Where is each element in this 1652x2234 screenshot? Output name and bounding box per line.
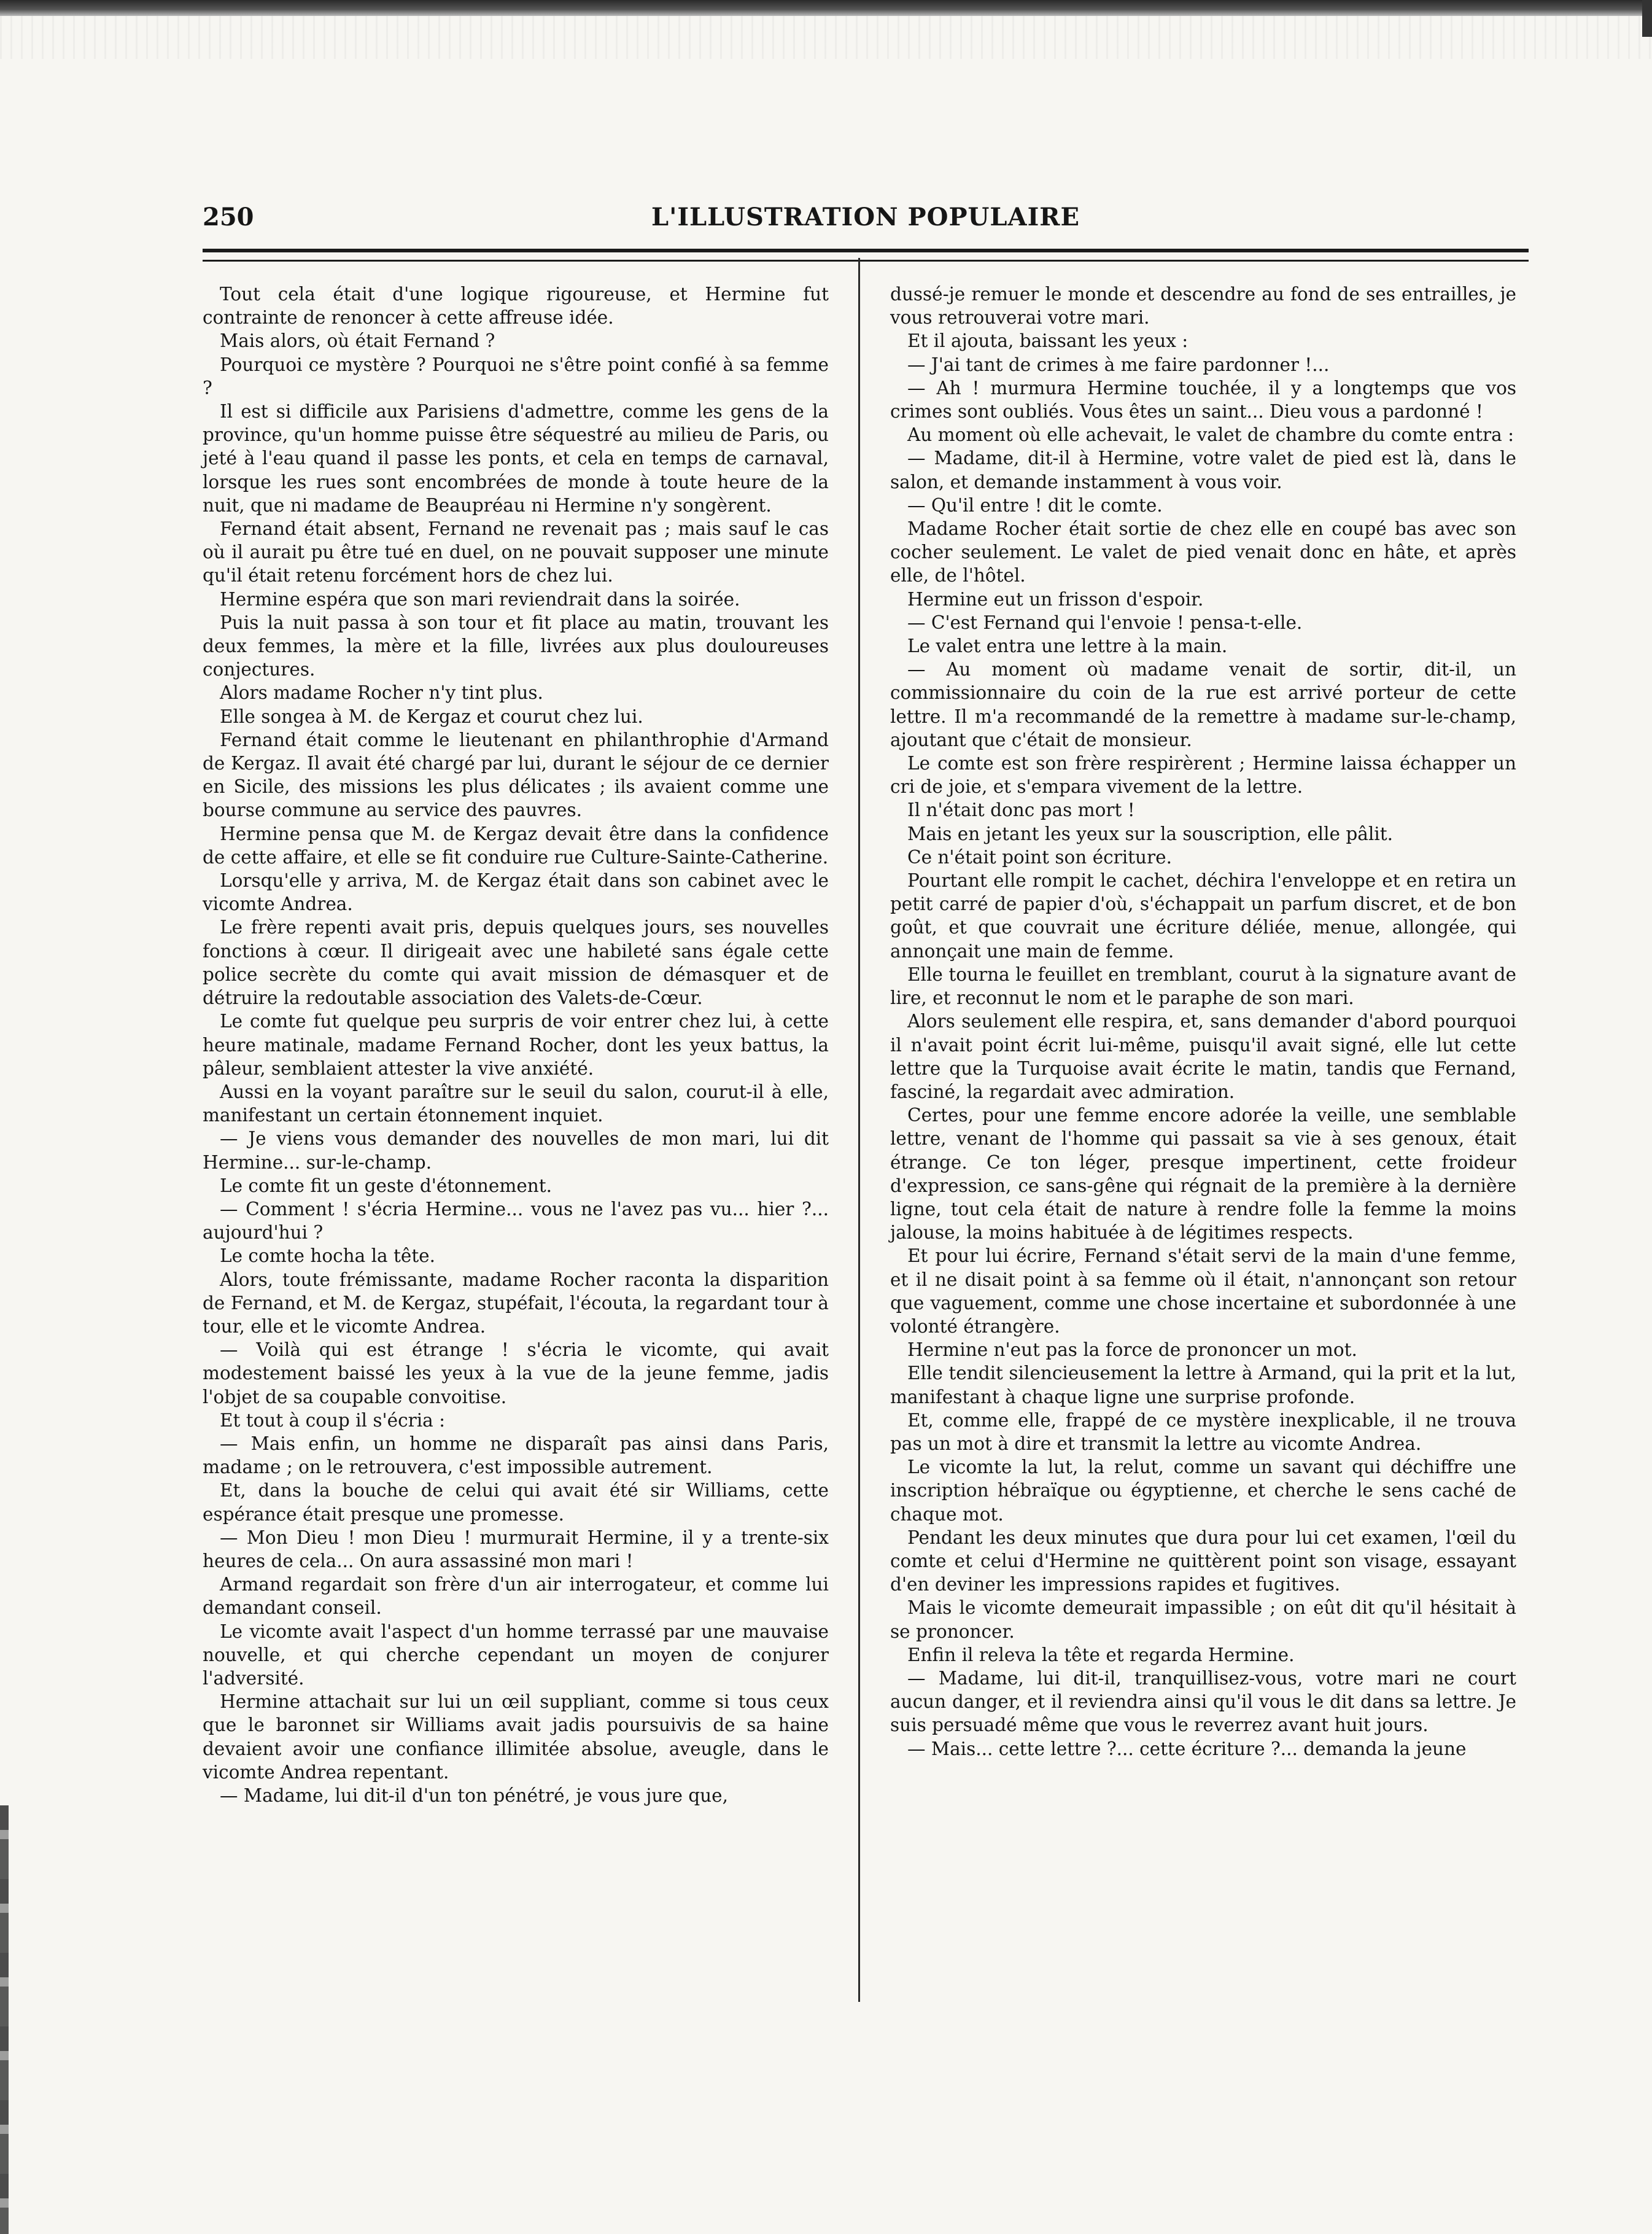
paragraph: — J'ai tant de crimes à me faire pardonner !...: [907, 354, 1330, 375]
paragraph: — Mais enfin, un homme ne disparaît pas ainsi dans Paris, madame ; on le retrouvera, c'est impossible autrement.: [203, 1433, 829, 1478]
paragraph: dussé-je remuer le monde et descendre au fond de ses entrailles, je vous retrouverai votre mari.: [890, 284, 1516, 329]
scan-right-edge: [1642, 0, 1652, 37]
paragraph: — Qu'il entre ! dit le comte.: [907, 494, 1163, 516]
paragraph: Le comte hocha la tête.: [220, 1245, 436, 1267]
paragraph: — Ah ! murmura Hermine touchée, il y a longtemps que vos crimes sont oubliés. Vous êtes un saint... Dieu vous a pardonné !: [890, 377, 1516, 422]
paragraph: Armand regardait son frère d'un air interrogateur, et comme lui demandant conseil.: [203, 1574, 829, 1619]
right-column: [890, 282, 1516, 1761]
paragraph: Pourquoi ce mystère ? Pourquoi ne s'être point confié à sa femme ?: [203, 354, 829, 399]
paragraph: Le vicomte avait l'aspect d'un homme terrassé par une mauvaise nouvelle, et qui cherche cependant un moyen de conjurer l'adversité.: [203, 1621, 829, 1689]
paragraph: Hermine pensa que M. de Kergaz devait être dans la confidence de cette affaire, et elle se fit conduire rue Culture-Sainte-Catherine.: [203, 823, 829, 868]
paragraph: Fernand était absent, Fernand ne revenait pas ; mais sauf le cas où il aurait pu être tué en duel, on ne pouvait supposer une minute qu'il était retenu forcément hors de chez lui.: [203, 518, 829, 586]
paragraph: Hermine eut un frisson d'espoir.: [907, 588, 1204, 610]
paragraph: Le comte fit un geste d'étonnement.: [220, 1175, 553, 1196]
scan-top-edge: [0, 0, 1652, 16]
paragraph: Hermine n'eut pas la force de prononcer un mot.: [907, 1339, 1357, 1361]
paragraph: Enfin il releva la tête et regarda Hermine.: [907, 1644, 1295, 1665]
paragraph: Puis la nuit passa à son tour et fit place au matin, trouvant les deux femmes, la mère et la fille, livrées aux plus douloureuses conjectures.: [203, 612, 829, 680]
paragraph: — C'est Fernand qui l'envoie ! pensa-t-elle.: [907, 612, 1303, 633]
paragraph: Le frère repenti avait pris, depuis quelques jours, ses nouvelles fonctions à cœur. Il dirigeait avec une habileté sans égale cette police secrète du comte qui avait mission de démasquer et de détruire la redoutable association des Valets-de-Cœur.: [203, 917, 829, 1009]
column-divider: [858, 258, 860, 2002]
paragraph: Le comte est son frère respirèrent ; Hermine laissa échapper un cri de joie, et s'empara vivement de la lettre.: [890, 753, 1516, 798]
paragraph: Au moment où elle achevait, le valet de chambre du comte entra :: [907, 424, 1514, 446]
paragraph: — Madame, lui dit-il d'un ton pénétré, je vous jure que,: [220, 1785, 729, 1806]
running-head: L'ILLUSTRATION POPULAIRE: [651, 203, 1080, 232]
paragraph: Alors, toute frémissante, madame Rocher raconta la disparition de Fernand, et M. de Kergaz, stupéfait, l'écouta, la regardant tour à tour, elle et le vicomte Andrea.: [203, 1269, 829, 1337]
paragraph: Hermine espéra que son mari reviendrait dans la soirée.: [220, 588, 740, 610]
paragraph: Mais alors, où était Fernand ?: [220, 330, 495, 352]
paragraph: — Mon Dieu ! mon Dieu ! murmurait Hermine, il y a trente-six heures de cela... On aura assassiné mon mari !: [203, 1527, 829, 1571]
paragraph: Mais en jetant les yeux sur la souscription, elle pâlit.: [907, 823, 1393, 844]
paragraph: Aussi en la voyant paraître sur le seuil du salon, courut-il à elle, manifestant un certain étonnement inquiet.: [203, 1081, 829, 1126]
paragraph: — Madame, lui dit-il, tranquillisez-vous, votre mari ne court aucun danger, et il reviendra ainsi qu'il vous le dit dans sa lettre. Je suis persuadé même que vous le reverrez avant huit jours.: [890, 1667, 1516, 1736]
paragraph: Et, dans la bouche de celui qui avait été sir Williams, cette espérance était presque une promesse.: [203, 1480, 829, 1525]
paragraph: Le valet entra une lettre à la main.: [907, 636, 1228, 657]
paragraph: Il est si difficile aux Parisiens d'admettre, comme les gens de la province, qu'un homme puisse être séquestré au milieu de Paris, ou jeté à l'eau quand il passe les ponts, et cela en temps de carnaval, lorsque les rues sont encombrées de monde à toute heure de la nuit, que ni madame de Beaupréau ni Hermine n'y songèrent.: [203, 401, 829, 516]
scan-noise: [0, 16, 1652, 59]
header-rule: [203, 249, 1529, 262]
paragraph: Et tout à coup il s'écria :: [220, 1409, 446, 1431]
paragraph: Hermine attachait sur lui un œil suppliant, comme si tous ceux que le baronnet sir Williams avait jadis poursuivis de sa haine devaient avoir une confiance illimitée absolue, aveugle, dans le vicomte Andrea repentant.: [203, 1691, 829, 1783]
paragraph: — Au moment où madame venait de sortir, dit-il, un commissionnaire du coin de la rue est arrivé porteur de cette lettre. Il m'a recommandé de la remettre à madame sur-le-champ, ajoutant que c'était de monsieur.: [890, 659, 1516, 750]
paragraph: Alors seulement elle respira, et, sans demander d'abord pourquoi il n'avait point écrit lui-même, puisqu'il avait signé, elle lut cette lettre que la Turquoise avait écrite le matin, tandis que Fernand, fasciné, la regardait avec admiration.: [890, 1011, 1516, 1102]
paragraph: Pourtant elle rompit le cachet, déchira l'enveloppe et en retira un petit carré de papier d'où, s'échappait un parfum discret, et de bon goût, et que couvrait une écriture déliée, menue, allongée, qui annonçait une main de femme.: [890, 870, 1516, 962]
paragraph: Ce n'était point son écriture.: [907, 846, 1172, 868]
page-number: 250: [203, 203, 254, 232]
paragraph: Mais le vicomte demeurait impassible ; on eût dit qu'il hésitait à se prononcer.: [890, 1597, 1516, 1642]
paragraph: Elle tourna le feuillet en tremblant, courut à la signature avant de lire, et reconnut le nom et le paraphe de son mari.: [890, 963, 1516, 1009]
paragraph: — Voilà qui est étrange ! s'écria le vicomte, qui avait modestement baissé les yeux à la vue de la jeune femme, jadis l'objet de sa coupable convoitise.: [203, 1339, 829, 1407]
paragraph: Il n'était donc pas mort !: [907, 800, 1135, 821]
paragraph: Certes, pour une femme encore adorée la veille, une semblable lettre, venant de l'homme qui passait sa vie à ses genoux, était étrange. Ce ton léger, presque impertinent, cette froideur d'expression, ce sans-gêne qui régnait de la première à la dernière ligne, tout cela était de nature à rendre folle la femme la moins jalouse, la moins habituée à de légitimes respects.: [890, 1105, 1516, 1243]
paragraph: — Madame, dit-il à Hermine, votre valet de pied est là, dans le salon, et demande instamment à vous voir.: [890, 448, 1516, 492]
paragraph: Le comte fut quelque peu surpris de voir entrer chez lui, à cette heure matinale, madame Fernand Rocher, dont les yeux battus, la pâleur, semblaient attester la vive anxiété.: [203, 1011, 829, 1079]
paragraph: Elle tendit silencieusement la lettre à Armand, qui la prit et la lut, manifestant à chaque ligne une surprise profonde.: [890, 1363, 1516, 1407]
paragraph: Et, comme elle, frappé de ce mystère inexplicable, il ne trouva pas un mot à dire et transmit la lettre au vicomte Andrea.: [890, 1409, 1516, 1454]
paragraph: — Mais... cette lettre ?... cette écriture ?... demanda la jeune: [907, 1738, 1467, 1759]
paragraph: Tout cela était d'une logique rigoureuse, et Hermine fut contrainte de renoncer à cette affreuse idée.: [203, 284, 829, 329]
scan-left-edge: [0, 1805, 9, 2234]
text-columns: [203, 282, 1529, 2045]
paragraph: Elle songea à M. de Kergaz et courut chez lui.: [220, 706, 643, 727]
paragraph: Pendant les deux minutes que dura pour lui cet examen, l'œil du comte et celui d'Hermine ne quittèrent point son visage, essayant d'en deviner les impressions rapides et fugitives.: [890, 1527, 1516, 1595]
paragraph: Fernand était comme le lieutenant en philanthrophie d'Armand de Kergaz. Il avait été chargé par lui, durant le séjour de ce dernier en Sicile, des missions les plus délicates ; ils avaient comme une bourse commune au service des pauvres.: [203, 729, 829, 821]
page-header: [203, 203, 1529, 239]
paragraph: — Comment ! s'écria Hermine... vous ne l'avez pas vu... hier ?... aujourd'hui ?: [203, 1198, 829, 1243]
paragraph: Et il ajouta, baissant les yeux :: [907, 330, 1189, 352]
paragraph: Et pour lui écrire, Fernand s'était servi de la main d'une femme, et il ne disait point à sa femme où il était, n'annonçant son retour que vaguement, comme une chose incertaine et subordonnée à une volonté étrangère.: [890, 1245, 1516, 1337]
paragraph: Alors madame Rocher n'y tint plus.: [220, 682, 543, 704]
paragraph: Lorsqu'elle y arriva, M. de Kergaz était dans son cabinet avec le vicomte Andrea.: [203, 870, 829, 915]
paragraph: Madame Rocher était sortie de chez elle en coupé bas avec son cocher seulement. Le valet de pied venait donc en hâte, et après elle, de l'hôtel.: [890, 518, 1516, 586]
paragraph: — Je viens vous demander des nouvelles de mon mari, lui dit Hermine... sur-le-champ.: [203, 1128, 829, 1173]
left-column: [203, 282, 829, 1807]
paragraph: Le vicomte la lut, la relut, comme un savant qui déchiffre une inscription hébraïque ou égyptienne, et cherche le sens caché de chaque mot.: [890, 1457, 1516, 1525]
